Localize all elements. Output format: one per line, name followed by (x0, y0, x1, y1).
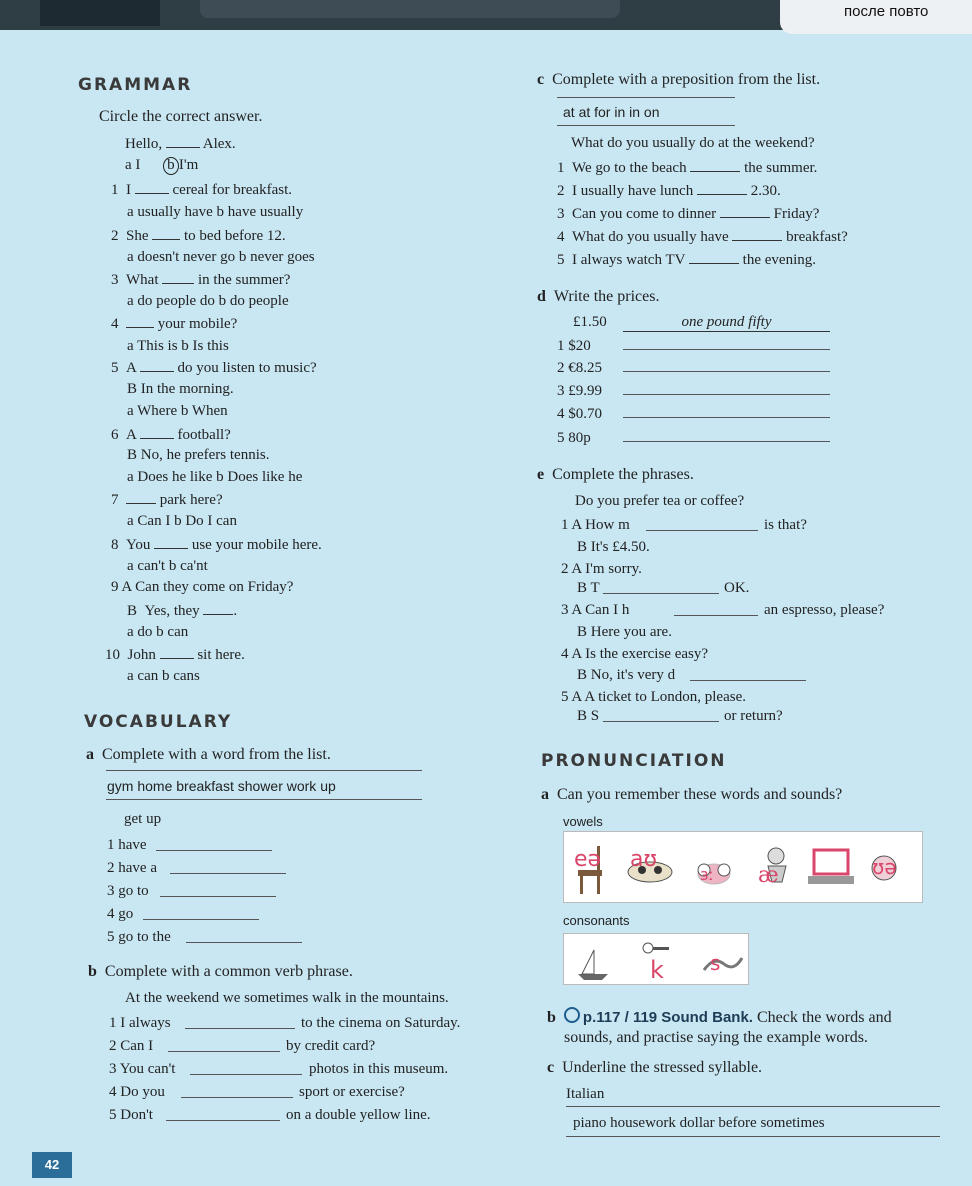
phrases-3b: B Here you are. (577, 624, 672, 640)
grammar-example-options (125, 156, 198, 175)
vocab-b-title: b Complete with a common verb phrase. (88, 963, 353, 980)
pron-b-line2: sounds, and practise saying the example words. (564, 1029, 868, 1046)
vocab-a-item-5: 5 go to the (107, 929, 171, 945)
vowel-sounds-box (563, 831, 923, 903)
page-number: 42 (32, 1152, 72, 1178)
vocab-b-item-2-end: by credit card? (286, 1038, 376, 1054)
pron-c-title: c Underline the stressed syllable. (547, 1059, 763, 1076)
pron-c-example: Italian (566, 1086, 605, 1102)
boat-icon (578, 950, 608, 980)
grammar-instruction: Circle the correct answer. (99, 108, 263, 125)
vocab-b-item-1: 1 I always (109, 1015, 171, 1031)
prices-example-price: £1.50 (573, 314, 607, 330)
preposition-list: at at for in in on (563, 104, 660, 120)
grammar-q9: 9 A Can they come on Friday? (111, 579, 294, 595)
example-option-a: a I (125, 157, 141, 173)
vocab-b-example: At the weekend we sometimes walk in the mountains. (125, 990, 449, 1006)
circled-answer: b (163, 157, 179, 175)
prices-item-3: 3 £9.99 (557, 383, 602, 399)
answer-line[interactable] (623, 371, 830, 372)
vowel-pictures (564, 832, 922, 902)
vowel-symbol-4: æ (758, 863, 779, 888)
vowel-symbol-2: aʊ (630, 847, 658, 872)
consonants-label: consonants (563, 913, 630, 928)
list-rule-top (106, 770, 422, 771)
vocab-b-item-5: 5 Don't (109, 1107, 153, 1123)
grammar-q9-options[interactable]: a do b can (127, 624, 189, 640)
list-rule-bottom (557, 125, 735, 126)
vocab-a-item-4: 4 go (107, 906, 134, 922)
answer-line[interactable] (166, 1120, 280, 1121)
answer-line[interactable] (160, 896, 276, 897)
grammar-heading: GRAMMAR (78, 75, 193, 95)
grammar-q5-options[interactable]: a Where b When (127, 403, 228, 419)
phrases-2b: B T (577, 580, 600, 596)
grammar-q4: 4 your mobile? (111, 316, 238, 332)
vocab-a-title: a Complete with a word from the list. (86, 746, 331, 763)
vowel-symbol-1: eə (574, 847, 602, 872)
audio-icon[interactable] (564, 1007, 580, 1023)
phrases-4a: 4 A Is the exercise easy? (561, 646, 709, 662)
sound-bank-link[interactable]: p.117 / 119 Sound Bank. (582, 1009, 753, 1026)
vocab-b-item-4: 4 Do you (109, 1084, 165, 1100)
grammar-q6: 6 A football? (111, 427, 231, 443)
prepositions-title: c Complete with a preposition from the list. (537, 71, 821, 88)
prepositions-item-2: 2 I usually have lunch 2.30. (557, 183, 781, 199)
vowels-label: vowels (563, 814, 603, 829)
answer-line[interactable] (690, 680, 806, 681)
grammar-q2-options[interactable]: a doesn't never go b never goes (127, 249, 315, 265)
prepositions-item-3: 3 Can you come to dinner Friday? (557, 206, 820, 222)
answer-line[interactable] (623, 394, 830, 395)
consonant-sounds-box (563, 933, 749, 985)
phrases-3a: 3 A Can I h (561, 602, 630, 618)
grammar-q8: 8 You use your mobile here. (111, 537, 322, 553)
prices-item-2: 2 €8.25 (557, 360, 602, 376)
list-rule-bottom (106, 799, 422, 800)
grammar-q7: 7 park here? (111, 492, 223, 508)
grammar-q3-options[interactable]: a do people do b do people (127, 293, 289, 309)
prepositions-example: What do you usually do at the weekend? (571, 135, 815, 151)
grammar-q4-options[interactable]: a This is b Is this (127, 338, 229, 354)
prepositions-item-1: 1 We go to the beach the summer. (557, 160, 818, 176)
vocab-b-item-1-end: to the cinema on Saturday. (301, 1015, 461, 1031)
answer-line[interactable] (170, 873, 286, 874)
list-rule-top (566, 1106, 940, 1107)
phrases-1a: 1 A How m (561, 517, 630, 533)
phrases-5a: 5 A A ticket to London, please. (561, 689, 746, 705)
vocab-b-item-2: 2 Can I (109, 1038, 154, 1054)
vocab-b-item-5-end: on a double yellow line. (286, 1107, 431, 1123)
answer-line[interactable] (646, 530, 758, 531)
grammar-q2: 2 She to bed before 12. (111, 228, 286, 244)
prices-item-1: 1 $20 (557, 338, 591, 354)
phrases-example: Do you prefer tea or coffee? (575, 493, 745, 509)
grammar-q3: 3 What in the summer? (111, 272, 291, 288)
prices-title: d Write the prices. (537, 288, 660, 305)
phrases-3a-end: an espresso, please? (764, 602, 885, 618)
phrases-2b-end: OK. (724, 580, 750, 596)
phrases-5b: B S (577, 708, 600, 724)
vocab-a-item-3: 3 go to (107, 883, 149, 899)
grammar-example-question: Hello, Alex. (125, 136, 236, 152)
phrases-2a: 2 A I'm sorry. (561, 561, 642, 577)
answer-line[interactable] (185, 1028, 295, 1029)
grammar-q1: 1 I cereal for breakfast. (111, 182, 293, 198)
consonant-symbol-2: k (650, 956, 664, 984)
answer-line[interactable] (623, 441, 830, 442)
answer-line[interactable] (156, 850, 272, 851)
consonant-symbol-3: s (710, 951, 721, 975)
key-icon (643, 943, 669, 953)
grammar-q6-reply: B No, he prefers tennis. (127, 447, 270, 463)
grammar-q10: 10 John sit here. (105, 647, 245, 663)
grammar-q9-reply: B Yes, they . (127, 603, 238, 619)
prepositions-item-4: 4 What do you usually have breakfast? (557, 229, 848, 245)
consonant-pictures (564, 934, 748, 984)
phrases-4b: B No, it's very d (577, 667, 676, 683)
grammar-q5: 5 A do you listen to music? (111, 360, 317, 376)
vocab-a-item-1: 1 have (107, 837, 147, 853)
stress-word-list: piano housework dollar before sometimes (573, 1115, 825, 1131)
vowel-symbol-6: ʊə (872, 855, 897, 879)
answer-line[interactable] (186, 942, 302, 943)
pron-a-title: a Can you remember these words and sounds? (541, 786, 843, 803)
grammar-q1-options[interactable]: a usually have b have usually (127, 204, 304, 220)
vocab-word-list: gym home breakfast shower work up (107, 778, 336, 794)
vocab-a-example: get up (124, 811, 162, 827)
vocabulary-heading: VOCABULARY (84, 712, 233, 732)
answer-line[interactable] (603, 593, 719, 594)
prices-item-4: 4 $0.70 (557, 406, 602, 422)
prepositions-item-5: 5 I always watch TV the evening. (557, 252, 816, 268)
vocab-b-item-3-end: photos in this museum. (309, 1061, 449, 1077)
notification-overlay[interactable]: после повто (780, 0, 972, 34)
grammar-q7-options[interactable]: a Can I b Do I can (127, 513, 237, 529)
banner-title-shape (200, 0, 620, 18)
answer-line[interactable] (623, 417, 830, 418)
answer-line[interactable] (168, 1051, 280, 1052)
vocab-b-item-4-end: sport or exercise? (299, 1084, 405, 1100)
answer-line[interactable] (603, 721, 719, 722)
computer-icon (808, 850, 854, 884)
answer-line[interactable] (623, 349, 830, 350)
answer-line[interactable] (181, 1097, 293, 1098)
prices-item-5: 5 80p (557, 430, 591, 446)
grammar-q6-options[interactable]: a Does he like b Does like he (127, 469, 303, 485)
answer-line[interactable] (143, 919, 259, 920)
phrases-5b-end: or return? (724, 708, 783, 724)
banner-number-shape (40, 0, 160, 26)
list-rule-top (557, 97, 735, 98)
phrases-1a-end: is that? (764, 517, 807, 533)
phrases-title: e Complete the phrases. (537, 466, 694, 483)
phrases-1b: B It's £4.50. (577, 539, 650, 555)
grammar-q8-options[interactable]: a can't b ca'nt (127, 558, 208, 574)
answer-line[interactable] (190, 1074, 302, 1075)
answer-line[interactable] (674, 615, 758, 616)
vowel-symbol-3: ɜː (700, 865, 714, 884)
vocab-a-item-2: 2 have a (107, 860, 157, 876)
example-option-b: I'm (178, 157, 199, 173)
list-rule-bottom (566, 1136, 940, 1137)
pronunciation-heading: PRONUNCIATION (541, 751, 727, 771)
pron-b-line1: b p.117 / 119 Sound Bank. Check the words and (547, 1009, 892, 1026)
prices-example-answer: one pound fifty (623, 313, 830, 332)
vocab-b-item-3: 3 You can't (109, 1061, 176, 1077)
grammar-q5-reply: B In the morning. (127, 381, 234, 397)
grammar-q10-options[interactable]: a can b cans (127, 668, 200, 684)
